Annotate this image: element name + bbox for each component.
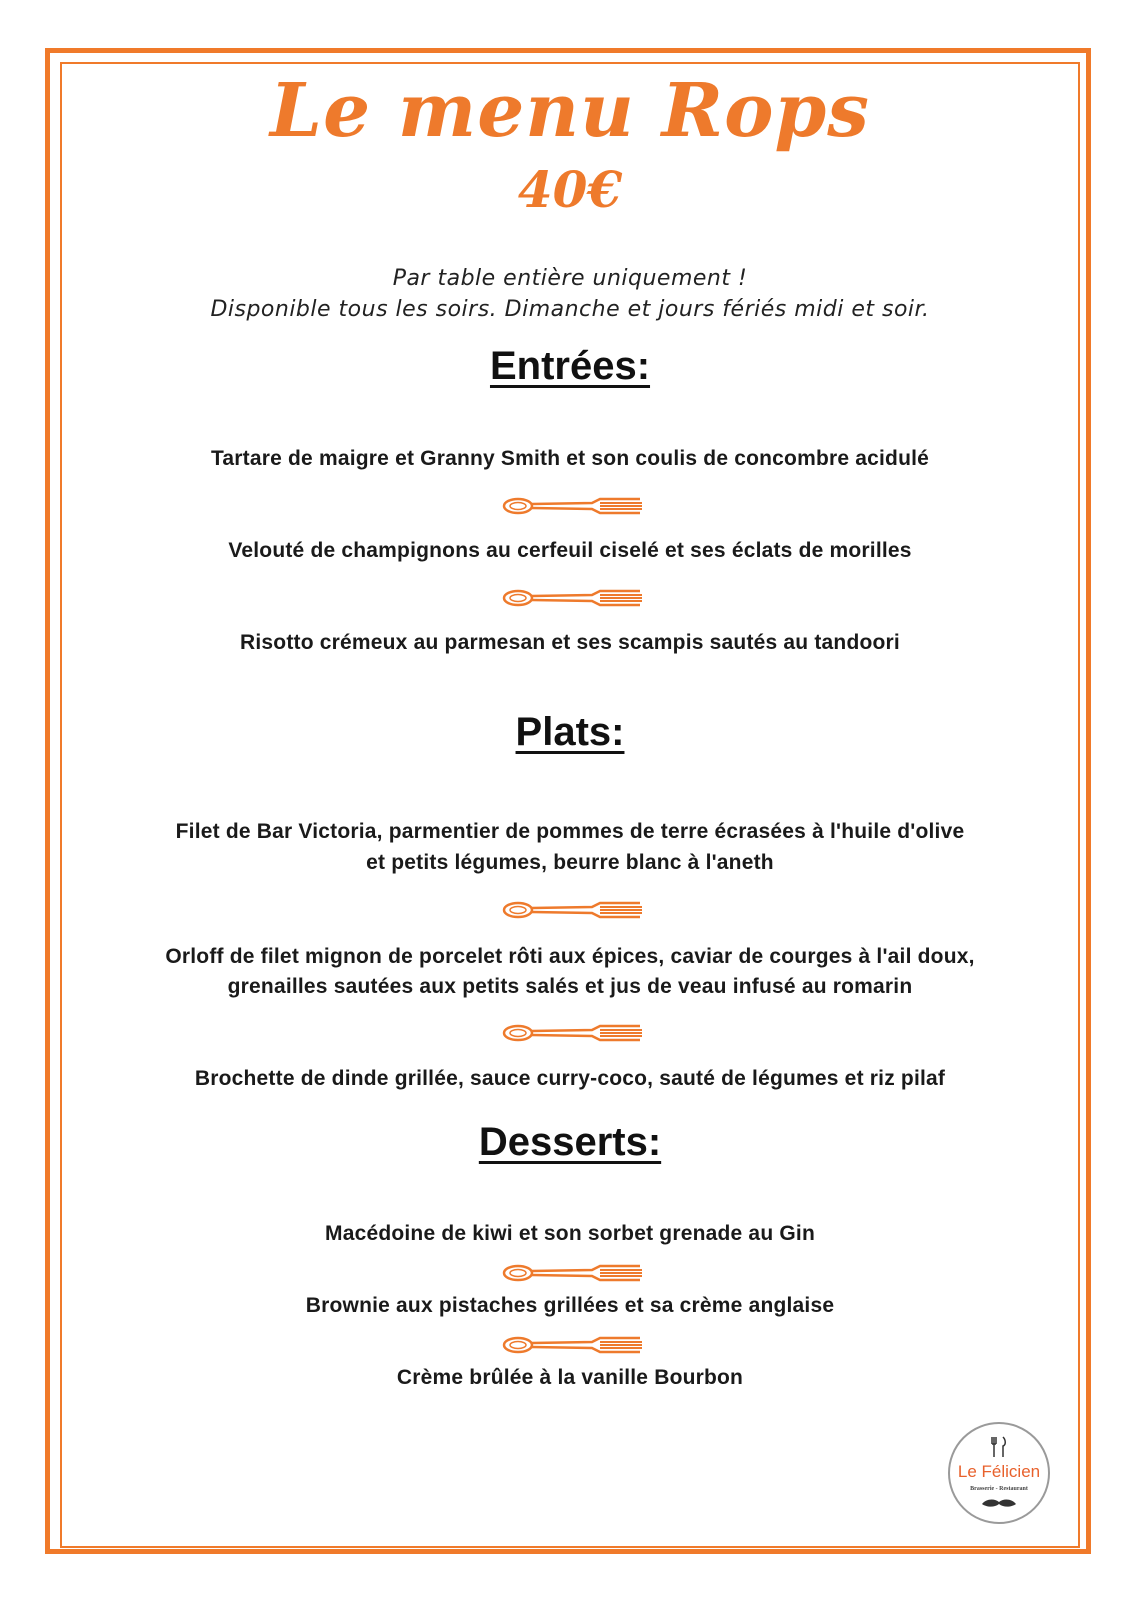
restaurant-logo [948,1422,1050,1524]
dish-item: Risotto crémeux au parmesan et ses scampis sautés au tandoori [240,631,900,654]
dish-item: Macédoine de kiwi et son sorbet grenade au Gin [325,1222,815,1245]
mustache-icon [980,1498,1018,1510]
note-line-1: Par table entière uniquement ! [392,266,748,291]
dish-item: Brownie aux pistaches grillées et sa crème anglaise [305,1294,835,1317]
cutlery-icon [990,1436,1008,1458]
fork-icon [500,585,645,611]
fork-icon [500,493,645,519]
dish-item: Orloff de filet mignon de porcelet rôti aux épices, caviar de courges à l'ail doux, [165,945,975,968]
logo-name: Le Félicien [957,1462,1041,1481]
fork-icon [500,897,645,923]
dish-item: Filet de Bar Victoria, parmentier de pommes de terre écrasées à l'huile d'olive [175,820,965,843]
dish-item-continued: et petits légumes, beurre blanc à l'aneth [366,851,774,874]
dish-item: Velouté de champignons au cerfeuil ciselé et ses éclats de morilles [228,539,912,562]
section-heading-entrees: Entrées: [489,344,651,388]
section-heading-desserts: Desserts: [478,1120,662,1164]
section-heading-plats: Plats: [515,710,625,754]
menu-title: Le menu Rops [270,68,870,154]
note-line-2: Disponible tous les soirs. Dimanche et jours fériés midi et soir. [210,297,930,322]
fork-icon [500,1332,645,1358]
dish-item: Tartare de maigre et Granny Smith et son coulis de concombre acidulé [210,447,930,470]
dish-item: Crème brûlée à la vanille Bourbon [396,1366,744,1389]
dish-item-continued: grenailles sautées aux petits salés et jus de veau infusé au romarin [227,975,913,998]
logo-subtitle: Brasserie - Restaurant [970,1486,1028,1492]
fork-icon [500,1260,645,1286]
fork-icon [500,1020,645,1046]
menu-price: 40€ [517,160,623,219]
dish-item: Brochette de dinde grillée, sauce curry-coco, sauté de légumes et riz pilaf [194,1067,946,1090]
